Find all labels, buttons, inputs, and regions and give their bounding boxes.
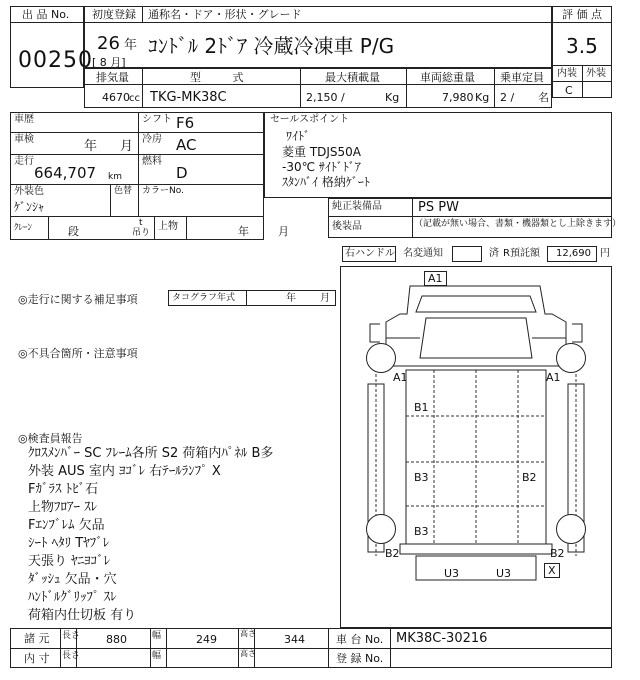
mark-b2-left: B2 [385,547,400,560]
rear-bumper [416,556,536,580]
aftermarket-label: 後装品 [332,221,362,232]
mark-a1-right: A1 [546,371,561,384]
first-reg-month: [ 8 月] [92,56,126,69]
height-label: 高さ [240,629,256,638]
rear-underrun [400,544,552,554]
truck-outline [340,266,612,628]
sales-point-3: -30℃ ｻｲﾄﾞﾄﾞｱ [282,160,361,174]
sales-point-4: ｽﾀﾝﾊﾞｲ 格納ｹﾞｰﾄ [282,175,370,189]
mirror-left [370,324,380,342]
wheel-front-right [556,343,586,373]
reg-change-box [452,246,482,262]
mark-x: X [544,563,560,578]
sales-point-1: ﾜｲﾄﾞ [286,129,311,143]
first-reg-label: 初度登録 [92,8,136,21]
lot-label: 出 品 No. [22,8,70,21]
inspection-year-unit: 年 [84,139,98,154]
mark-b3-upper: B3 [414,471,429,484]
crane-label: ｸﾚｰﾝ [14,223,33,233]
windshield [416,296,536,312]
length-value: 880 [106,633,127,646]
mileage-unit: km [108,172,122,182]
mileage-label: 走行 [14,156,34,167]
color-code-label: カラーNo. [142,186,184,196]
rhd-label: 右ハンドル [345,248,395,259]
inspector-line: Fｴﾝﾌﾞﾚﾑ 欠品 [28,518,105,533]
gross-weight-label: 車両総重量 [420,71,475,84]
interior-label: 内装 [557,68,577,79]
sales-points-label: セールスポイント [270,114,350,125]
driving-notes-label: ◎走行に関する補足事項 [18,293,138,306]
chassis-number: MK38C-30216 [396,631,488,646]
inspector-line: 荷箱内仕切板 有り [28,608,137,623]
recycle-value: 12,690 [556,248,591,259]
gross-weight-value: 7,980 [442,91,474,104]
exterior-color-value: ｹﾞﾝｼｬ [14,200,45,214]
height-value: 344 [284,633,305,646]
era-year: 26 [97,33,120,54]
cab-roof [420,318,532,358]
width-value: 249 [196,633,217,646]
crane-hang-unit: 吊り [132,228,151,238]
genuine-equipment-value: PS PW [418,200,459,215]
mark-a1-top: A1 [424,271,447,286]
mark-a1-left: A1 [393,371,408,384]
inspection-label: 車検 [14,134,34,145]
ac-value: AC [176,136,197,154]
wheel-front-left [366,343,396,373]
model-label: 型 式 [190,71,258,84]
mark-b2-middle: B2 [522,471,537,484]
color-change-label: 色替 [114,186,133,196]
lot-number: 00250 [18,48,93,73]
mirror-right [572,324,582,342]
fuel-label: 燃料 [142,156,162,167]
shift-value: F6 [176,114,195,132]
score-label: 評 価 点 [562,8,602,21]
displacement-label: 排気量 [96,71,129,84]
defects-label: ◎不具合箇所・注意事項 [18,347,138,360]
name-label: 通称名・ドア・形状・グレード [148,8,302,21]
inspector-line: 天張り ﾔﾆﾖｺﾞﾚ [28,554,111,569]
interior-width-label: 幅 [152,651,162,661]
interior-grade: C [565,84,573,97]
sales-point-2: 菱重 TDJS50A [282,145,362,159]
exterior-label: 外装 [586,68,606,79]
fuel-value: D [176,164,188,182]
crane-tons-unit: t [139,218,143,228]
recycle-unit: 円 [600,248,610,259]
cab-outline [386,286,566,366]
displacement-unit: cc [129,93,140,104]
interior-length-label: 長さ [62,651,81,661]
inspector-line: ｸﾛｽﾒﾝﾊﾞｰ SC ﾌﾚｰﾑ各所 S2 荷箱内ﾊﾟﾈﾙ B多 [28,446,274,461]
inspector-line: 上物ﾌﾛｱｰ ｽﾚ [28,500,98,515]
shift-label: シフト [142,114,172,125]
dims-label: 諸 元 [24,632,50,645]
inspector-line: ﾊﾝﾄﾞﾙｸﾞﾘｯﾌﾟ ｽﾚ [28,590,117,605]
mileage-value: 664,707 [34,164,97,182]
inspection-month-unit: 月 [120,139,134,154]
history-label: 車歴 [14,114,34,125]
chassis-label: 車 台 No. [336,633,384,646]
crane-steps-unit: 段 [68,225,79,238]
inspector-line: ﾀﾞｯｼｭ 欠品・穴 [28,572,117,587]
year-unit: 年 [124,38,138,53]
max-load-value: 2,150 / [306,91,345,104]
interior-height-label: 高さ [240,649,256,658]
reg-no-label: 登 録 No. [336,652,384,665]
wheel-rear-right [556,514,586,544]
tachograph-year-unit: 年 [286,293,296,304]
recycle-label: R預託額 [503,248,540,259]
reg-change-label: 名変通知 [403,248,443,259]
mark-b3-lower: B3 [414,525,429,538]
max-load-label: 最大積載量 [325,71,380,84]
inspector-line: Fｶﾞﾗｽ ﾄﾋﾞ石 [28,482,99,497]
genuine-equipment-label: 純正装備品 [332,201,382,212]
max-load-unit: Kg [385,91,400,104]
capacity-unit: 名 [538,91,549,104]
aftermarket-note: （記載が無い場合、書類・機器類とし上除きます） [414,219,622,229]
capacity-value: 2 / [500,91,515,104]
inspector-report-label: ◎検査員報告 [18,432,83,445]
interior-dims-label: 内 寸 [24,652,50,665]
tachograph-label: タコグラフ年式 [172,293,236,303]
mark-u3-left: U3 [444,567,460,580]
car-name: ｺﾝﾄﾞﾙ 2ﾄﾞｱ 冷蔵冷凍車 P/G [148,34,395,58]
exterior-color-label: 外装色 [14,186,44,197]
length-label: 長さ [62,631,81,641]
mark-u3-right: U3 [496,567,512,580]
displacement-value: 4670 [102,91,130,104]
capacity-label: 乗車定員 [500,71,544,84]
ac-label: 冷房 [142,134,162,145]
width-label: 幅 [152,631,162,641]
inspector-line: ｼｰﾄ ﾍﾀﾘ Tﾔﾌﾞﾚ [28,536,110,551]
tax-label: 済 [489,248,499,259]
model-value: TKG-MK38C [150,90,227,105]
liftgate-month-unit: 月 [278,225,289,238]
mark-b1: B1 [414,401,429,414]
liftgate-label: 上物 [158,221,178,232]
inspector-line: 外装 AUS 室内 ﾖｺﾞﾚ 右ﾃｰﾙﾗﾝﾌﾟ X [28,464,221,479]
score-value: 3.5 [566,34,598,58]
mark-b2-right: B2 [550,547,565,560]
tachograph-month-unit: 月 [320,293,330,304]
wheel-rear-left [366,514,396,544]
liftgate-year-unit: 年 [238,225,249,238]
gross-weight-unit: Kg [475,91,490,104]
